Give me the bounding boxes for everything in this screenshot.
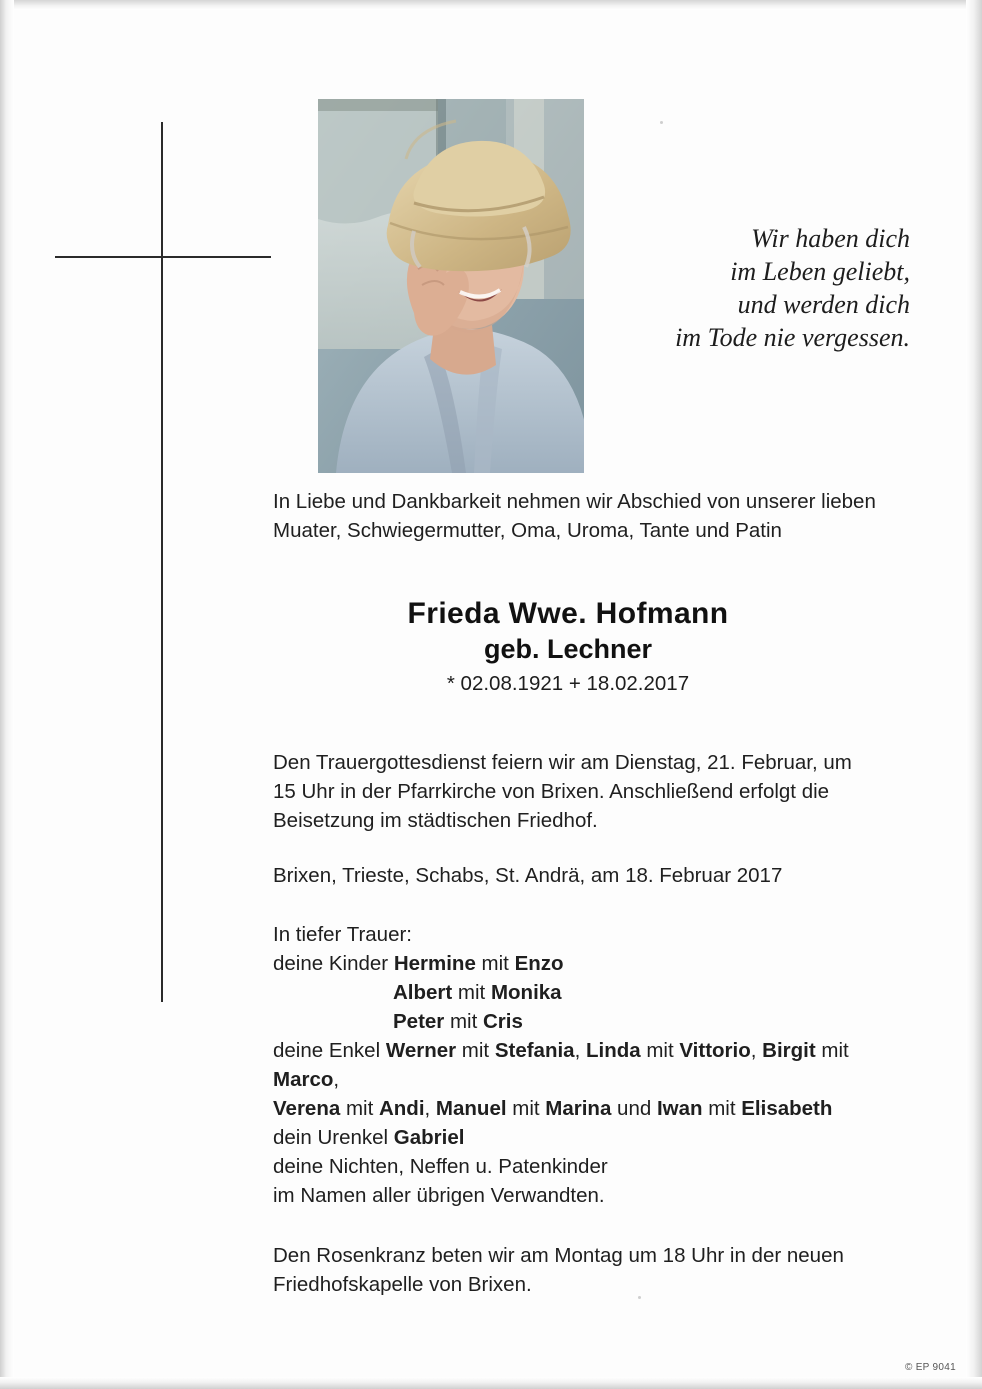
mourner-text: deine Kinder: [273, 952, 394, 975]
mourner-name: Elisabeth: [741, 1097, 833, 1120]
service-line: Beisetzung im städtischen Friedhof.: [273, 809, 598, 832]
mourner-name: Enzo: [514, 952, 564, 975]
mourner-line: [273, 1094, 913, 1123]
mourner-name: Monika: [490, 981, 562, 1004]
portrait-photo: [318, 99, 584, 473]
mourner-text: mit: [456, 1039, 495, 1062]
intro-line: Muater, Schwiegermutter, Oma, Uroma, Tante und Patin: [273, 519, 782, 542]
mourner-text: im Namen aller übrigen Verwandten.: [273, 1184, 605, 1207]
intro-line: In Liebe und Dankbarkeit nehmen wir Abschied von unserer lieben: [273, 490, 876, 513]
mourner-line: [273, 1123, 913, 1152]
scan-edge-left: [0, 0, 14, 1389]
mourner-name: Marco: [273, 1068, 334, 1091]
mourner-name: Hermine: [393, 952, 476, 975]
memorial-verse: [600, 222, 910, 354]
mourners-list: [273, 949, 913, 1210]
mourner-line: [273, 1007, 913, 1036]
mourner-text: mit: [452, 981, 491, 1004]
mourner-name: Verena: [273, 1097, 341, 1120]
deceased-name-block: [273, 597, 863, 696]
mourner-name: Werner: [385, 1039, 457, 1062]
print-reference-code: © EP 9041: [904, 1362, 956, 1373]
mourner-text: mit: [815, 1039, 849, 1062]
mourner-name: Vittorio: [679, 1039, 751, 1062]
mourner-text: mit: [640, 1039, 680, 1062]
mourner-name: Marina: [545, 1097, 612, 1120]
cross-vertical-bar: [161, 122, 163, 1002]
mourner-line: [273, 949, 913, 978]
mourner-text: mit: [444, 1010, 483, 1033]
mourner-name: Peter: [393, 1010, 445, 1033]
mourner-name: Linda: [585, 1039, 641, 1062]
mourner-name: Cris: [483, 1010, 523, 1033]
rosary-line: Den Rosenkranz beten wir am Montag um 18 Uhr in der neuen: [273, 1244, 844, 1267]
cross-horizontal-bar: [55, 256, 271, 258]
mourner-name: Stefania: [494, 1039, 575, 1062]
mourner-text: mit: [506, 1097, 546, 1120]
mourner-text: ,: [750, 1039, 763, 1062]
verse-line: und werden dich: [737, 290, 910, 319]
mourners-block: [273, 920, 913, 1210]
mourner-text: mit: [475, 952, 515, 975]
mourner-line: [273, 1152, 913, 1181]
deceased-maiden-name: geb. Lechner: [483, 634, 653, 664]
birth-death-dates: * 02.08.1921 + 18.02.2017: [446, 672, 690, 695]
scan-edge-bottom: [0, 1377, 982, 1389]
mourner-name: Manuel: [435, 1097, 507, 1120]
mourner-text: deine Nichten, Neffen u. Patenkinder: [273, 1155, 608, 1178]
mourner-text: ,: [574, 1039, 586, 1062]
scan-edge-top: [0, 0, 982, 10]
service-line: 15 Uhr in der Pfarrkirche von Brixen. Anschließend erfolgt die: [273, 780, 830, 803]
mourner-name: Albert: [393, 981, 453, 1004]
rosary-info: [273, 1241, 913, 1299]
verse-line: im Tode nie vergessen.: [675, 323, 910, 352]
mourner-line: [273, 1036, 913, 1094]
mourner-line: [273, 978, 913, 1007]
places-and-date: Brixen, Trieste, Schabs, St. Andrä, am 18. Februar 2017: [273, 864, 783, 887]
mourner-name: Andi: [378, 1097, 425, 1120]
verse-line: Wir haben dich: [751, 224, 910, 253]
card-body: [273, 487, 913, 1299]
scan-edge-right: [966, 0, 982, 1389]
verse-line: im Leben geliebt,: [730, 257, 910, 286]
mourner-name: Gabriel: [393, 1126, 465, 1149]
service-line: Den Trauergottesdienst feiern wir am Dienstag, 21. Februar, um: [273, 751, 852, 774]
mourner-text: mit: [702, 1097, 742, 1120]
mourner-text: dein Urenkel: [273, 1126, 394, 1149]
mourner-text: und: [611, 1097, 657, 1120]
mourner-text: deine Enkel: [273, 1039, 386, 1062]
mourner-line: [273, 1181, 913, 1210]
mourner-text: mit: [340, 1097, 379, 1120]
mourner-text: ,: [333, 1068, 340, 1091]
intro-text: [273, 487, 913, 545]
rosary-line: Friedhofskapelle von Brixen.: [273, 1273, 532, 1296]
mourner-name: Iwan: [656, 1097, 703, 1120]
mourner-text: ,: [424, 1097, 436, 1120]
deceased-name: Frieda Wwe. Hofmann: [407, 597, 729, 630]
mourners-heading: In tiefer Trauer:: [273, 923, 413, 946]
funeral-service-info: [273, 748, 913, 835]
mourner-name: Birgit: [762, 1039, 816, 1062]
scan-speckle: [660, 121, 663, 124]
